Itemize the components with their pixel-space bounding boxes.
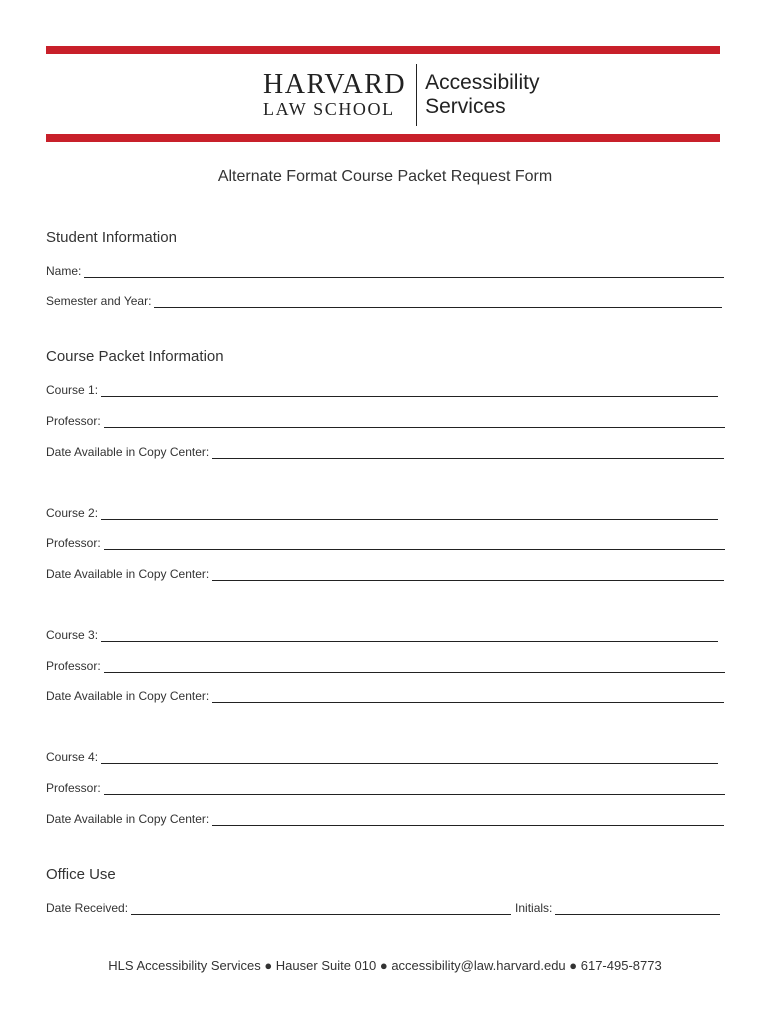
date-3-label: Date Available in Copy Center: [46,689,210,703]
course-2-label: Course 2: [46,506,99,520]
semester-label: Semester and Year: [46,294,152,308]
course-2-field[interactable] [46,504,718,520]
office-use-heading: Office Use [46,866,116,883]
harvard-law-logo [263,64,539,126]
professor-4-field[interactable] [46,779,725,795]
professor-1-field[interactable] [46,412,725,428]
course-3-field[interactable] [46,626,718,642]
date-4-label: Date Available in Copy Center: [46,812,210,826]
professor-2-input-line[interactable] [104,538,725,550]
logo-law-school: LAW SCHOOL [263,99,395,119]
course-3-input-line[interactable] [101,630,718,642]
date-4-field[interactable] [46,810,724,826]
semester-input-line[interactable] [154,296,722,308]
course-4-label: Course 4: [46,750,99,764]
professor-4-label: Professor: [46,781,101,795]
course-packet-heading: Course Packet Information [46,348,224,365]
professor-1-input-line[interactable] [104,416,725,428]
name-input-line[interactable] [84,266,724,278]
date-2-label: Date Available in Copy Center: [46,567,210,581]
date-1-input-line[interactable] [212,447,724,459]
logo-wordmark [263,64,416,126]
initials-input-line[interactable] [555,903,720,915]
course-3-label: Course 3: [46,628,99,642]
logo-department [417,64,539,126]
footer-contact: HLS Accessibility Services ● Hauser Suite 010 ● accessibility@law.harvard.edu ● 617-495-8773 [108,958,662,973]
date-received-label: Date Received: [46,901,129,915]
form-title: Alternate Format Course Packet Request Form [217,168,553,185]
professor-2-field[interactable] [46,534,725,550]
logo-harvard: HARVARD [263,69,407,100]
professor-3-input-line[interactable] [104,661,725,673]
course-4-input-line[interactable] [101,752,718,764]
date-3-input-line[interactable] [212,691,724,703]
logo-services: Services [425,95,506,118]
date-1-label: Date Available in Copy Center: [46,445,210,459]
bottom-red-bar [46,134,720,142]
student-info-heading: Student Information [46,229,177,246]
course-1-input-line[interactable] [101,385,718,397]
course-2-input-line[interactable] [101,508,718,520]
top-red-bar [46,46,720,54]
semester-field[interactable] [46,292,722,308]
logo-accessibility: Accessibility [425,71,540,94]
office-use-row [46,899,720,915]
professor-3-field[interactable] [46,657,725,673]
date-2-field[interactable] [46,565,724,581]
professor-2-label: Professor: [46,536,101,550]
name-label: Name: [46,264,82,278]
date-4-input-line[interactable] [212,814,724,826]
course-4-field[interactable] [46,748,718,764]
name-field[interactable] [46,262,724,278]
date-1-field[interactable] [46,443,724,459]
initials-label: Initials: [515,901,553,915]
date-3-field[interactable] [46,687,724,703]
date-received-input-line[interactable] [131,903,511,915]
professor-1-label: Professor: [46,414,101,428]
course-1-label: Course 1: [46,383,99,397]
professor-3-label: Professor: [46,659,101,673]
professor-4-input-line[interactable] [104,783,725,795]
course-1-field[interactable] [46,381,718,397]
date-2-input-line[interactable] [212,569,724,581]
